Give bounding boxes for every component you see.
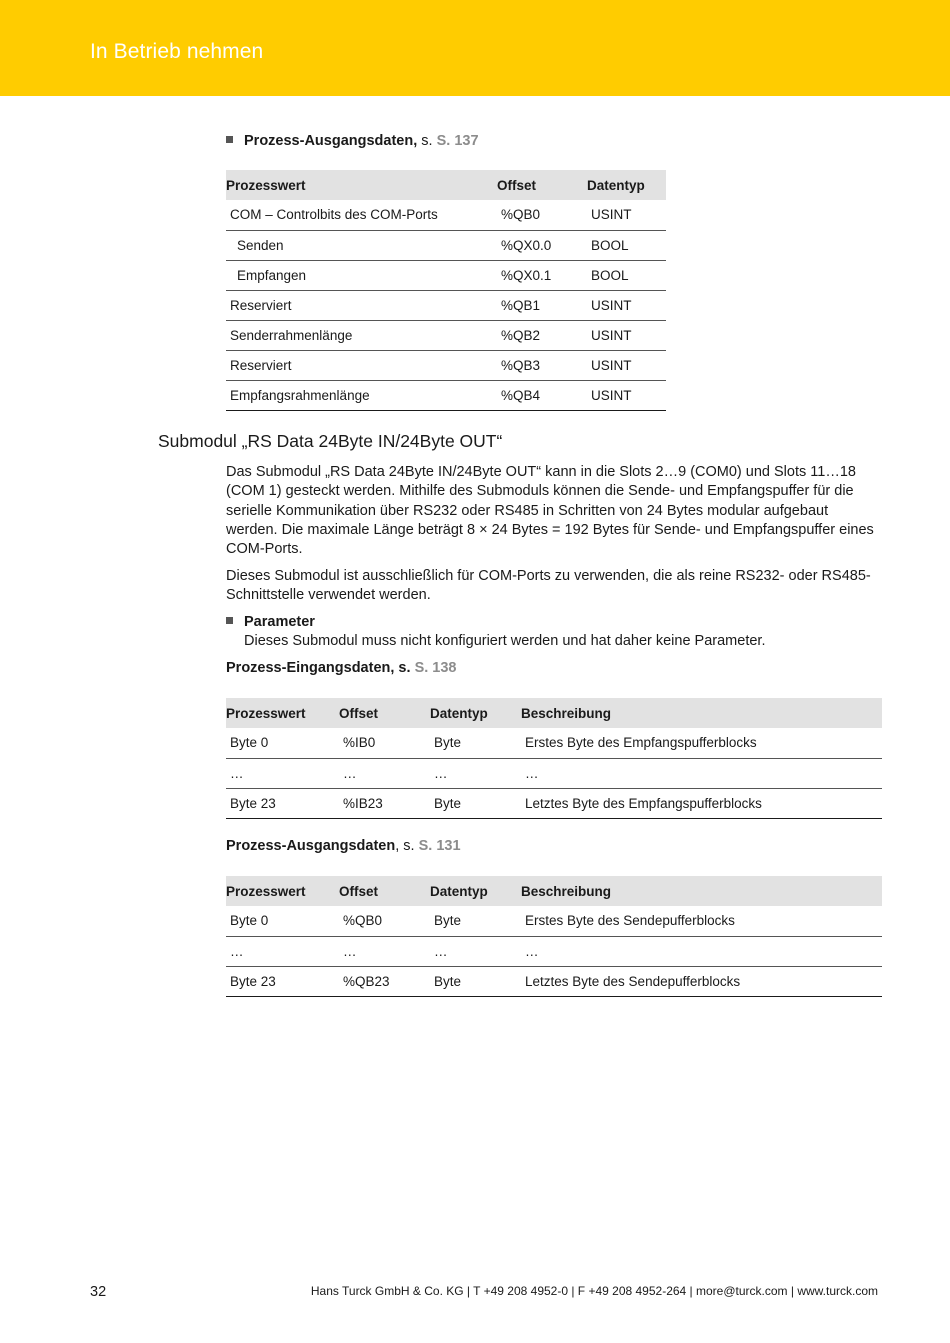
table-cell: Erstes Byte des Empfangspufferblocks [521, 728, 882, 758]
column-header: Datentyp [430, 876, 521, 906]
submodule-paragraph: Das Submodul „RS Data 24Byte IN/24Byte OUT“ kann in die Slots 2…9 (COM0) und Slots 11…18 (COM 1) gesteckt werden. Mithilfe des Submoduls können die Sende- und Empfangspuffer für die serielle Kommunikation über RS232 oder RS485 in Schritten von 24 Bytes modular aufgebaut werden. Die maximale Länge beträgt 8 × 24 Bytes = 192 Bytes für Sende- und Empfangspuffer eines COM-Ports. [226, 464, 874, 558]
column-header: Prozesswert [226, 170, 497, 200]
footer-contact: Hans Turck GmbH & Co. KG | T +49 208 4952-0 | F +49 208 4952-264 | more@turck.com | www.turck.com [310, 1284, 878, 1298]
table-header-row [226, 876, 882, 906]
table-cell: Byte 23 [226, 788, 339, 818]
table-cell: Letztes Byte des Empfangspufferblocks [521, 788, 882, 818]
table-cell: %QB4 [497, 380, 587, 410]
table-cell: Byte 0 [226, 728, 339, 758]
table-cell: … [226, 758, 339, 788]
table-cell: %IB23 [339, 788, 430, 818]
top-output-label: Prozess-Ausgangsdaten, [244, 133, 418, 149]
submodule-heading: Submodul „RS Data 24Byte IN/24Byte OUT“ [158, 431, 503, 451]
table-cell: %QB0 [339, 906, 430, 936]
table-cell: Senderrahmenlänge [226, 320, 497, 350]
table-cell: %QX0.1 [497, 260, 587, 290]
table-cell: BOOL [587, 260, 666, 290]
top-output-bullet [226, 132, 479, 150]
table-cell: Byte 0 [226, 906, 339, 936]
table-cell: … [521, 936, 882, 966]
table-cell: Reserviert [226, 350, 497, 380]
table-cell: Empfangsrahmenlänge [226, 380, 497, 410]
input-page-link[interactable]: S. 138 [414, 660, 457, 676]
table-cell: %QB0 [497, 200, 587, 230]
table-cell: %QB23 [339, 966, 430, 996]
table-cell: … [521, 758, 882, 788]
table-cell: %IB0 [339, 728, 430, 758]
column-header: Beschreibung [521, 876, 882, 906]
output-data-table [226, 876, 882, 997]
table-cell: USINT [587, 200, 666, 230]
table-row [226, 906, 882, 936]
square-bullet-icon [226, 136, 233, 143]
column-header: Datentyp [430, 698, 521, 728]
table-cell: Byte [430, 728, 521, 758]
page-number: 32 [90, 1284, 107, 1300]
table-cell: Senden [226, 230, 497, 260]
table-row [226, 290, 666, 320]
column-header: Beschreibung [521, 698, 882, 728]
table-row [226, 260, 666, 290]
table-cell: %QB2 [497, 320, 587, 350]
table-header-row [226, 170, 666, 200]
table-row [226, 936, 882, 966]
table-row [226, 200, 666, 230]
output-section-label [226, 838, 461, 854]
top-output-page-link[interactable]: S. 137 [436, 133, 479, 149]
table-cell: … [339, 758, 430, 788]
column-header: Datentyp [587, 170, 666, 200]
table-cell: Empfangen [226, 260, 497, 290]
table-cell: USINT [587, 380, 666, 410]
square-bullet-icon [226, 617, 233, 624]
table-cell: Letztes Byte des Sendepufferblocks [521, 966, 882, 996]
table-cell: %QX0.0 [497, 230, 587, 260]
table-cell: %QB3 [497, 350, 587, 380]
input-section-label [226, 660, 456, 676]
table-cell: Byte 23 [226, 966, 339, 996]
input-data-table [226, 698, 882, 819]
page-section-title: In Betrieb nehmen [90, 40, 264, 63]
table-cell: %QB1 [497, 290, 587, 320]
table-row [226, 758, 882, 788]
column-header: Offset [339, 698, 430, 728]
parameter-description: Dieses Submodul muss nicht konfiguriert werden und hat daher keine Parameter. [244, 633, 766, 650]
table-row [226, 230, 666, 260]
table-row [226, 320, 666, 350]
table-cell: Byte [430, 966, 521, 996]
parameter-label: Parameter [244, 614, 315, 630]
top-output-ref-prefix: s. [421, 133, 433, 149]
table-cell: BOOL [587, 230, 666, 260]
table-header-row [226, 698, 882, 728]
table-cell: COM – Controlbits des COM-Ports [226, 200, 497, 230]
table-cell: USINT [587, 290, 666, 320]
table-cell: Reserviert [226, 290, 497, 320]
column-header: Offset [497, 170, 587, 200]
top-output-table [226, 170, 666, 411]
table-cell: Byte [430, 788, 521, 818]
column-header: Offset [339, 876, 430, 906]
output-label: Prozess-Ausgangsdaten [226, 838, 396, 854]
table-row [226, 728, 882, 758]
table-cell: … [339, 936, 430, 966]
submodule-paragraph: Dieses Submodul ist ausschließlich für COM-Ports zu verwenden, die als reine RS232- oder RS485-Schnittstelle verwendet werden. [226, 568, 871, 604]
table-cell: Byte [430, 906, 521, 936]
table-cell: Erstes Byte des Sendepufferblocks [521, 906, 882, 936]
table-cell: USINT [587, 350, 666, 380]
output-page-link[interactable]: S. 131 [418, 838, 461, 854]
table-cell: … [430, 758, 521, 788]
column-header: Prozesswert [226, 698, 339, 728]
table-row [226, 380, 666, 410]
parameter-bullet [226, 613, 765, 652]
table-cell: … [430, 936, 521, 966]
output-ref-prefix: , s. [395, 838, 415, 854]
column-header: Prozesswert [226, 876, 339, 906]
table-cell: … [226, 936, 339, 966]
table-row [226, 788, 882, 818]
table-row [226, 966, 882, 996]
input-label: Prozess-Eingangsdaten, s. [226, 660, 411, 676]
table-cell: USINT [587, 320, 666, 350]
table-row [226, 350, 666, 380]
